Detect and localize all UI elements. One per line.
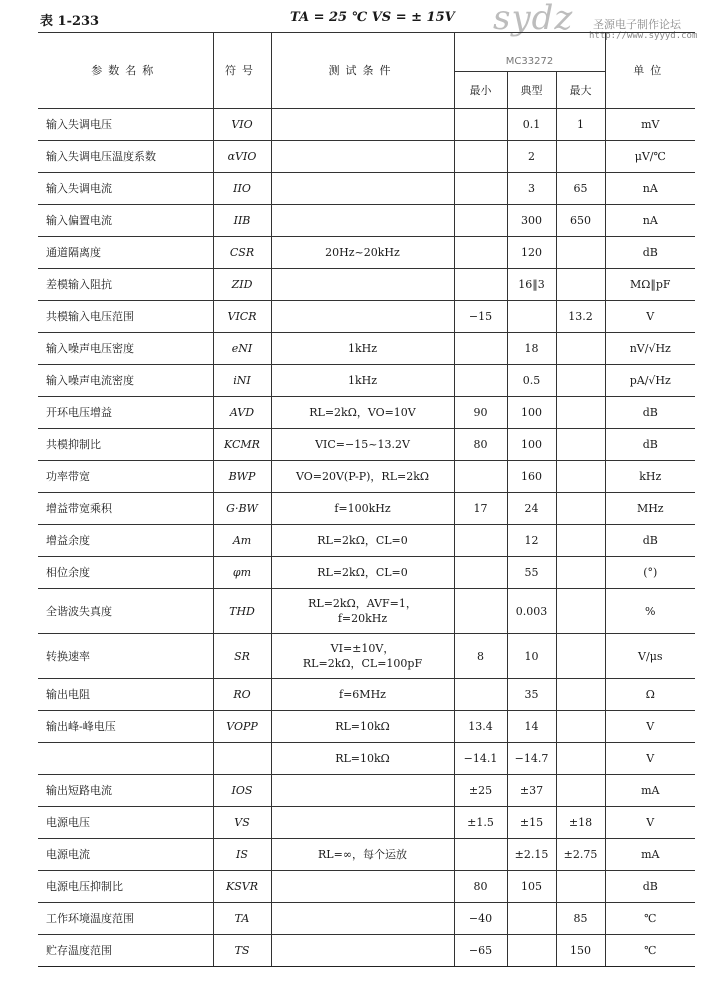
param-name-cell: 输入失调电压	[38, 109, 213, 141]
typ-value-cell: 300	[507, 205, 556, 237]
test-condition-cell	[271, 109, 454, 141]
max-value-cell: ±2.75	[556, 839, 605, 871]
unit-cell: kHz	[605, 461, 695, 493]
unit-cell: V	[605, 743, 695, 775]
param-name-cell: 转换速率	[38, 634, 213, 679]
watermark-title: 圣源电子制作论坛	[593, 18, 681, 31]
unit-cell: dB	[605, 429, 695, 461]
test-condition-cell	[271, 141, 454, 173]
table-row	[38, 557, 695, 589]
spec-table-body	[38, 109, 695, 967]
symbol-cell: TA	[213, 903, 271, 935]
test-condition-cell	[271, 775, 454, 807]
max-value-cell	[556, 679, 605, 711]
table-row	[38, 743, 695, 775]
min-value-cell	[454, 269, 507, 301]
unit-cell: pA/√Hz	[605, 365, 695, 397]
max-value-cell	[556, 743, 605, 775]
symbol-cell: BWP	[213, 461, 271, 493]
test-condition-cell: f=6MHz	[271, 679, 454, 711]
param-name-cell: 输入失调电流	[38, 173, 213, 205]
test-condition-cell: VIC=−15~13.2V	[271, 429, 454, 461]
param-name-cell: 输出峰-峰电压	[38, 711, 213, 743]
max-value-cell	[556, 141, 605, 173]
typ-value-cell: 55	[507, 557, 556, 589]
table-row	[38, 711, 695, 743]
symbol-cell: VIO	[213, 109, 271, 141]
unit-cell: mV	[605, 109, 695, 141]
header-typ: 典型	[507, 72, 556, 109]
test-condition-cell: RL=10kΩ	[271, 743, 454, 775]
typ-value-cell: 0.003	[507, 589, 556, 634]
unit-cell: ℃	[605, 935, 695, 967]
unit-cell: (°)	[605, 557, 695, 589]
min-value-cell: ±1.5	[454, 807, 507, 839]
test-condition-cell: RL=∞，每个运放	[271, 839, 454, 871]
header-symbol: 符号	[213, 33, 271, 109]
test-condition-cell	[271, 903, 454, 935]
test-condition-cell: 1kHz	[271, 365, 454, 397]
param-name-cell: 输出短路电流	[38, 775, 213, 807]
min-value-cell: −40	[454, 903, 507, 935]
symbol-cell: CSR	[213, 237, 271, 269]
header-max: 最大	[556, 72, 605, 109]
watermark-url: http://www.syyyd.com	[589, 31, 698, 41]
min-value-cell	[454, 589, 507, 634]
symbol-cell: THD	[213, 589, 271, 634]
max-value-cell	[556, 525, 605, 557]
max-value-cell: 13.2	[556, 301, 605, 333]
min-value-cell	[454, 461, 507, 493]
param-name-cell: 共模抑制比	[38, 429, 213, 461]
min-value-cell: 80	[454, 871, 507, 903]
max-value-cell	[556, 557, 605, 589]
header-unit: 单位	[605, 33, 695, 109]
min-value-cell	[454, 109, 507, 141]
typ-value-cell	[507, 301, 556, 333]
symbol-cell: IIB	[213, 205, 271, 237]
min-value-cell	[454, 679, 507, 711]
min-value-cell	[454, 365, 507, 397]
table-row	[38, 807, 695, 839]
unit-cell: μV/℃	[605, 141, 695, 173]
table-conditions: TA = 25 ℃ VS = ± 15V	[290, 10, 455, 25]
typ-value-cell: 2	[507, 141, 556, 173]
table-row	[38, 237, 695, 269]
symbol-cell: IIO	[213, 173, 271, 205]
param-name-cell: 开环电压增益	[38, 397, 213, 429]
table-row	[38, 397, 695, 429]
symbol-cell: RO	[213, 679, 271, 711]
unit-cell: %	[605, 589, 695, 634]
min-value-cell: −14.1	[454, 743, 507, 775]
symbol-cell: VOPP	[213, 711, 271, 743]
typ-value-cell: ±15	[507, 807, 556, 839]
param-name-cell: 增益余度	[38, 525, 213, 557]
header-min: 最小	[454, 72, 507, 109]
symbol-cell: αVIO	[213, 141, 271, 173]
spec-table	[38, 31, 698, 967]
param-name-cell: 功率带宽	[38, 461, 213, 493]
symbol-cell: IS	[213, 839, 271, 871]
test-condition-cell	[271, 173, 454, 205]
test-condition-cell: RL=2kΩ，CL=0	[271, 557, 454, 589]
unit-cell: nA	[605, 205, 695, 237]
param-name-cell: 工作环境温度范围	[38, 903, 213, 935]
unit-cell: V	[605, 301, 695, 333]
min-value-cell	[454, 237, 507, 269]
symbol-cell: G·BW	[213, 493, 271, 525]
min-value-cell: 90	[454, 397, 507, 429]
typ-value-cell: 16‖3	[507, 269, 556, 301]
max-value-cell	[556, 775, 605, 807]
min-value-cell	[454, 525, 507, 557]
typ-value-cell: 24	[507, 493, 556, 525]
typ-value-cell: 3	[507, 173, 556, 205]
param-name-cell: 共模输入电压范围	[38, 301, 213, 333]
min-value-cell: 80	[454, 429, 507, 461]
test-condition-cell	[271, 301, 454, 333]
unit-cell: ℃	[605, 903, 695, 935]
max-value-cell: 85	[556, 903, 605, 935]
param-name-cell: 输出电阻	[38, 679, 213, 711]
test-condition-cell	[271, 205, 454, 237]
test-condition-cell	[271, 269, 454, 301]
max-value-cell	[556, 871, 605, 903]
symbol-cell: iNI	[213, 365, 271, 397]
symbol-cell: Am	[213, 525, 271, 557]
test-condition-cell: VI=±10V， RL=2kΩ，CL=100pF	[271, 634, 454, 679]
max-value-cell: 650	[556, 205, 605, 237]
unit-cell: V	[605, 711, 695, 743]
table-row	[38, 903, 695, 935]
param-name-cell: 输入偏置电流	[38, 205, 213, 237]
param-name-cell: 增益带宽乘积	[38, 493, 213, 525]
symbol-cell: KCMR	[213, 429, 271, 461]
symbol-cell: IOS	[213, 775, 271, 807]
typ-value-cell	[507, 903, 556, 935]
symbol-cell: VS	[213, 807, 271, 839]
param-name-cell: 通道隔离度	[38, 237, 213, 269]
min-value-cell: −65	[454, 935, 507, 967]
table-row	[38, 429, 695, 461]
unit-cell: MHz	[605, 493, 695, 525]
test-condition-cell: RL=10kΩ	[271, 711, 454, 743]
table-row	[38, 493, 695, 525]
symbol-cell: TS	[213, 935, 271, 967]
param-name-cell: 输入失调电压温度系数	[38, 141, 213, 173]
symbol-cell: KSVR	[213, 871, 271, 903]
min-value-cell	[454, 557, 507, 589]
table-row	[38, 205, 695, 237]
min-value-cell	[454, 141, 507, 173]
test-condition-cell	[271, 935, 454, 967]
unit-cell: dB	[605, 397, 695, 429]
unit-cell: nA	[605, 173, 695, 205]
unit-cell: dB	[605, 525, 695, 557]
typ-value-cell: 105	[507, 871, 556, 903]
max-value-cell	[556, 429, 605, 461]
symbol-cell	[213, 743, 271, 775]
max-value-cell	[556, 461, 605, 493]
max-value-cell	[556, 365, 605, 397]
table-number: 表 1-233	[40, 14, 100, 29]
max-value-cell	[556, 269, 605, 301]
min-value-cell: 17	[454, 493, 507, 525]
param-name-cell: 输入噪声电压密度	[38, 333, 213, 365]
unit-cell: mA	[605, 775, 695, 807]
unit-cell: Ω	[605, 679, 695, 711]
test-condition-cell: 20Hz~20kHz	[271, 237, 454, 269]
unit-cell: MΩ‖pF	[605, 269, 695, 301]
typ-value-cell: ±2.15	[507, 839, 556, 871]
symbol-cell: φm	[213, 557, 271, 589]
min-value-cell	[454, 173, 507, 205]
test-condition-cell: f=100kHz	[271, 493, 454, 525]
symbol-cell: VICR	[213, 301, 271, 333]
unit-cell: nV/√Hz	[605, 333, 695, 365]
typ-value-cell: 14	[507, 711, 556, 743]
param-name-cell: 输入噪声电流密度	[38, 365, 213, 397]
table-row	[38, 935, 695, 967]
table-row	[38, 589, 695, 634]
test-condition-cell: RL=2kΩ，CL=0	[271, 525, 454, 557]
symbol-cell: AVD	[213, 397, 271, 429]
max-value-cell	[556, 397, 605, 429]
table-row	[38, 871, 695, 903]
max-value-cell	[556, 634, 605, 679]
table-row	[38, 301, 695, 333]
test-condition-cell: VO=20V(P-P)，RL=2kΩ	[271, 461, 454, 493]
max-value-cell	[556, 237, 605, 269]
typ-value-cell	[507, 935, 556, 967]
max-value-cell: 1	[556, 109, 605, 141]
unit-cell: mA	[605, 839, 695, 871]
max-value-cell: 65	[556, 173, 605, 205]
typ-value-cell: 12	[507, 525, 556, 557]
table-row	[38, 839, 695, 871]
param-name-cell: 贮存温度范围	[38, 935, 213, 967]
param-name-cell: 电源电压	[38, 807, 213, 839]
table-row	[38, 269, 695, 301]
typ-value-cell: 10	[507, 634, 556, 679]
min-value-cell: 8	[454, 634, 507, 679]
unit-cell: dB	[605, 237, 695, 269]
test-condition-cell: RL=2kΩ，VO=10V	[271, 397, 454, 429]
max-value-cell	[556, 493, 605, 525]
symbol-cell: SR	[213, 634, 271, 679]
table-row	[38, 461, 695, 493]
test-condition-cell: 1kHz	[271, 333, 454, 365]
typ-value-cell: 120	[507, 237, 556, 269]
param-name-cell: 相位余度	[38, 557, 213, 589]
table-row	[38, 634, 695, 679]
param-name-cell: 电源电压抑制比	[38, 871, 213, 903]
watermark-logo: sydz	[493, 0, 574, 38]
table-row	[38, 679, 695, 711]
typ-value-cell: 0.5	[507, 365, 556, 397]
table-row	[38, 141, 695, 173]
typ-value-cell: 160	[507, 461, 556, 493]
param-name-cell: 全谐波失真度	[38, 589, 213, 634]
typ-value-cell: 35	[507, 679, 556, 711]
min-value-cell: ±25	[454, 775, 507, 807]
max-value-cell	[556, 333, 605, 365]
table-row	[38, 365, 695, 397]
test-condition-cell	[271, 871, 454, 903]
min-value-cell: 13.4	[454, 711, 507, 743]
min-value-cell	[454, 333, 507, 365]
typ-value-cell: 0.1	[507, 109, 556, 141]
unit-cell: V/μs	[605, 634, 695, 679]
max-value-cell: ±18	[556, 807, 605, 839]
min-value-cell	[454, 839, 507, 871]
typ-value-cell: 100	[507, 397, 556, 429]
typ-value-cell: 100	[507, 429, 556, 461]
table-row	[38, 525, 695, 557]
table-row	[38, 109, 695, 141]
header-device: MC33272	[454, 33, 605, 72]
table-row	[38, 775, 695, 807]
param-name-cell	[38, 743, 213, 775]
test-condition-cell	[271, 807, 454, 839]
header-test-conditions: 测试条件	[271, 33, 454, 109]
typ-value-cell: −14.7	[507, 743, 556, 775]
unit-cell: V	[605, 807, 695, 839]
param-name-cell: 电源电流	[38, 839, 213, 871]
min-value-cell	[454, 205, 507, 237]
max-value-cell: 150	[556, 935, 605, 967]
symbol-cell: ZID	[213, 269, 271, 301]
typ-value-cell: ±37	[507, 775, 556, 807]
max-value-cell	[556, 711, 605, 743]
table-row	[38, 173, 695, 205]
typ-value-cell: 18	[507, 333, 556, 365]
header-param-name: 参数名称	[38, 33, 213, 109]
unit-cell: dB	[605, 871, 695, 903]
max-value-cell	[556, 589, 605, 634]
symbol-cell: eNI	[213, 333, 271, 365]
test-condition-cell: RL=2kΩ，AVF=1， f=20kHz	[271, 589, 454, 634]
table-row	[38, 333, 695, 365]
param-name-cell: 差模输入阻抗	[38, 269, 213, 301]
min-value-cell: −15	[454, 301, 507, 333]
